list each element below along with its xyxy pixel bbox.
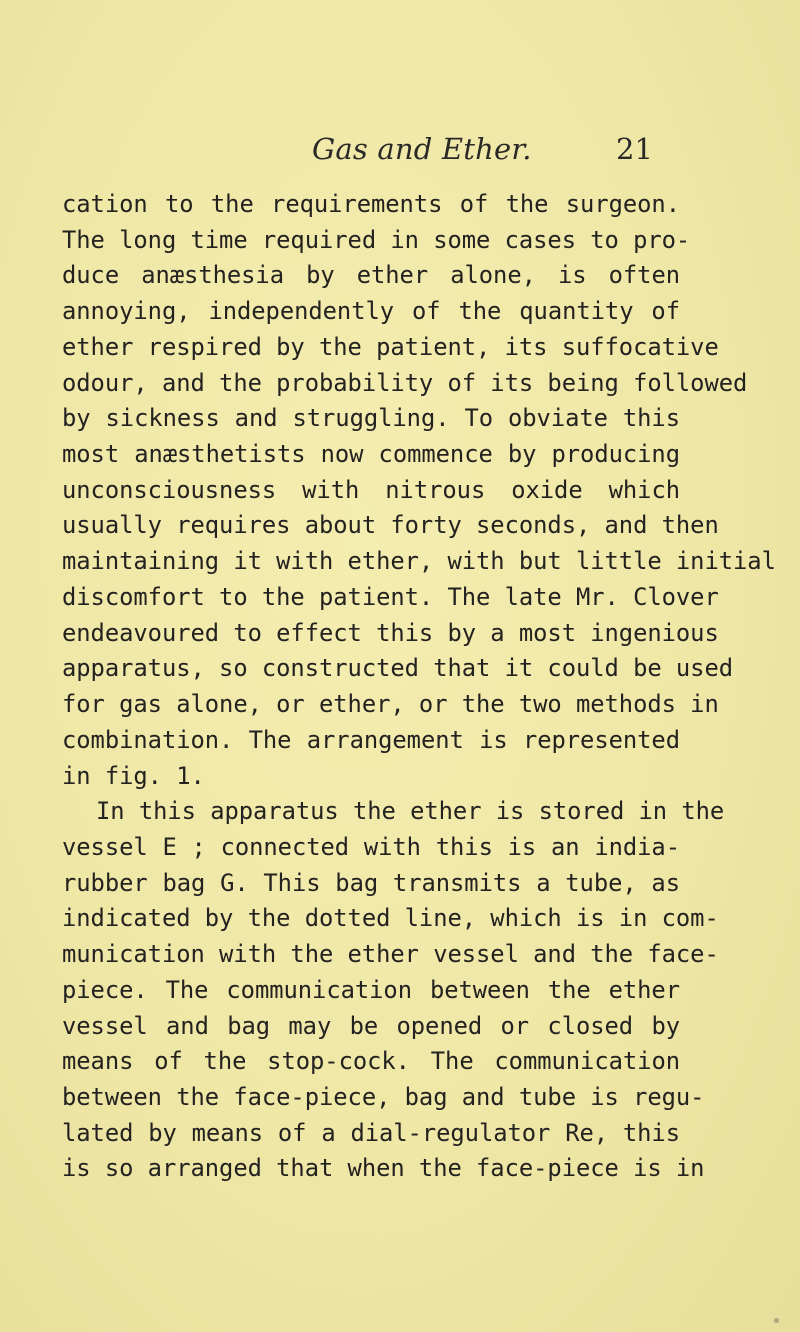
text-line: discomfort to the patient. The late Mr. Clover	[62, 582, 719, 611]
text-line: usually requires about forty seconds, and then	[62, 511, 719, 540]
text-line: between the face-piece, bag and tube is regu-	[62, 1082, 705, 1111]
text-line: piece. The communication between the ether	[62, 975, 680, 1004]
running-title: Gas and Ether.	[312, 132, 532, 166]
text-line: annoying, independently of the quantity of	[62, 297, 680, 326]
text-line: vessel and bag may be opened or closed by	[62, 1011, 680, 1040]
paper-speck	[774, 1318, 779, 1323]
text-line: ether respired by the patient, its suffocative	[62, 332, 719, 361]
text-line: cation to the requirements of the surgeon.	[62, 190, 680, 218]
text-line: is so arranged that when the face-piece is in	[62, 1154, 705, 1183]
text-line: maintaining it with ether, with but little initial	[62, 547, 776, 576]
text-line: rubber bag G. This bag transmits a tube, as	[62, 868, 680, 897]
text-line: by sickness and struggling. To obviate this	[62, 404, 680, 433]
text-line: unconsciousness with nitrous oxide which	[62, 475, 680, 504]
page-number: 21	[616, 132, 653, 166]
text-line: most anæsthetists now commence by producing	[62, 440, 680, 469]
body-text	[62, 187, 776, 1187]
text-line: indicated by the dotted line, which is in com-	[62, 904, 719, 933]
text-line: duce anæsthesia by ether alone, is often	[62, 261, 680, 290]
running-head	[0, 132, 800, 172]
text-line: apparatus, so constructed that it could be used	[62, 654, 734, 683]
text-line: vessel E ; connected with this is an india-	[62, 832, 680, 861]
text-line: In this apparatus the ether is stored in the	[96, 797, 725, 826]
text-line: odour, and the probability of its being followed	[62, 368, 748, 397]
text-line: lated by means of a dial-regulator Re, this	[62, 1118, 680, 1147]
text-line: for gas alone, or ether, or the two methods in	[62, 690, 719, 719]
text-line: in fig. 1.	[62, 761, 205, 790]
text-line: munication with the ether vessel and the face-	[62, 940, 719, 969]
text-line: The long time required in some cases to pro-	[62, 225, 691, 254]
text-line: means of the stop-cock. The communication	[62, 1047, 680, 1076]
text-line: endeavoured to effect this by a most ingenious	[62, 618, 719, 647]
text-line: combination. The arrangement is represented	[62, 725, 680, 754]
